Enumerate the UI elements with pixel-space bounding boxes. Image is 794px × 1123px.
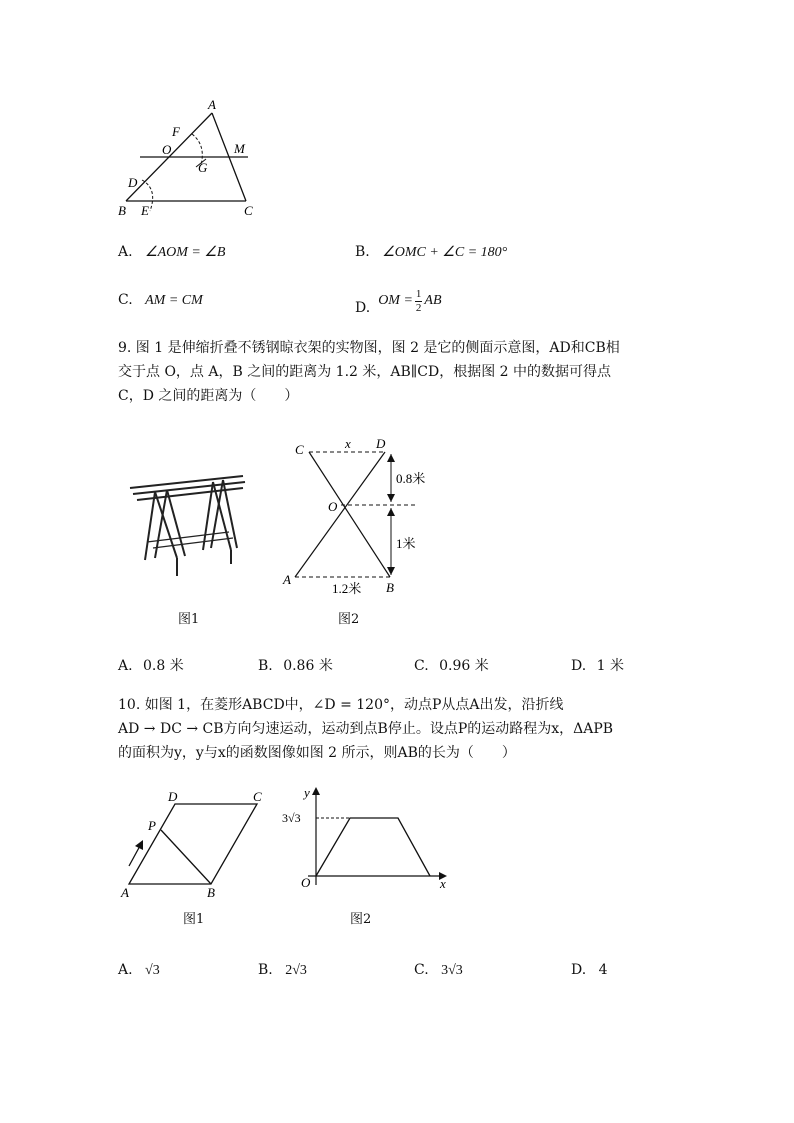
label-m: M — [234, 141, 245, 156]
segment-cb — [309, 452, 390, 577]
segment-pb — [161, 830, 211, 884]
q8-triangle-figure — [110, 95, 280, 220]
option-letter: B. — [355, 244, 370, 260]
option-text: ∠AOM = ∠B — [145, 245, 226, 260]
label-f: F — [172, 124, 180, 139]
dim-bottom-label: 1米 — [396, 536, 416, 551]
fraction-one-half — [415, 288, 423, 313]
q8-option-d[interactable] — [355, 287, 442, 315]
q8-option-c[interactable] — [118, 293, 203, 308]
q10-stem-line1: 10. 如图 1，在菱形ABCD中，∠D = 120°，动点P从点A出发，沿折线 — [118, 697, 564, 713]
option-letter: B. — [258, 962, 273, 978]
q10-fig1-rhombus — [115, 790, 280, 900]
q8-option-b[interactable] — [355, 245, 507, 260]
label-a: A — [208, 97, 216, 112]
q9-option-a[interactable] — [118, 659, 184, 673]
label-b: B — [386, 580, 394, 595]
fraction-num: 1 — [415, 288, 422, 301]
segment-ad — [295, 452, 385, 577]
dim-ab-label: 1.2米 — [332, 581, 362, 596]
origin-label: O — [301, 875, 311, 890]
q10-fig2-caption: 图2 — [350, 912, 372, 927]
option-letter: A. — [118, 962, 133, 978]
function-curve — [316, 818, 430, 876]
option-letter: C. — [414, 962, 429, 978]
rhombus-abcd — [129, 804, 257, 884]
option-letter: D. — [571, 962, 587, 978]
label-b: B — [118, 203, 126, 218]
option-letter: C. — [414, 658, 429, 674]
option-text: 0.86 米 — [283, 658, 333, 674]
q10-option-a[interactable] — [118, 963, 160, 978]
option-text: √3 — [145, 963, 160, 978]
q9-fig1-drying-rack-image — [125, 468, 250, 588]
q10-option-b[interactable] — [258, 963, 307, 978]
label-a: A — [121, 885, 129, 900]
option-letter: D. — [571, 658, 587, 674]
option-text: 0.96 米 — [439, 658, 489, 674]
label-c: C — [253, 790, 262, 804]
option-text: 1 米 — [596, 658, 624, 674]
y-axis-label: y — [304, 785, 310, 800]
option-text: 0.8 米 — [143, 658, 184, 674]
q10-fig1-caption: 图1 — [183, 912, 205, 927]
option-letter: B. — [258, 658, 273, 674]
label-p: P — [148, 818, 156, 833]
option-text-left: OM = — [378, 293, 413, 308]
label-o: O — [328, 499, 338, 514]
option-text: 4 — [598, 962, 608, 978]
x-axis-label: x — [440, 876, 446, 891]
label-o: O — [162, 142, 172, 157]
q9-option-d[interactable] — [571, 659, 624, 673]
label-a: A — [283, 572, 291, 587]
q9-stem-line2: 交于点 O，点 A，B 之间的距离为 1.2 米，AB∥CD，根据图 2 中的数据可得点 — [118, 364, 611, 380]
option-letter: D. — [355, 300, 371, 316]
q9-stem-line3: C，D 之间的距离为（ ） — [118, 388, 299, 404]
label-d: D — [168, 790, 178, 804]
option-letter: A. — [118, 658, 133, 674]
q9-stem-line1: 9. 图 1 是伸缩折叠不锈钢晾衣架的实物图，图 2 是它的侧面示意图，AD和CB相 — [118, 340, 620, 356]
q10-stem-line2: AD → DC → CB方向匀速运动，运动到点B停止。设点P的运动路程为x，ΔAPB — [118, 721, 614, 737]
option-letter: A. — [118, 244, 133, 260]
option-text: 2√3 — [285, 963, 307, 978]
fraction-den: 2 — [415, 301, 422, 314]
q10-option-c[interactable] — [414, 963, 463, 978]
label-c: C — [295, 442, 304, 457]
label-e: E — [141, 203, 149, 218]
q9-fig2-caption: 图2 — [338, 612, 360, 627]
option-text: ∠OMC + ∠C = 180° — [382, 245, 508, 260]
option-text-right: AB — [424, 293, 442, 308]
option-text: 3√3 — [441, 963, 463, 978]
dim-top-label: 0.8米 — [396, 471, 426, 486]
q9-option-c[interactable] — [414, 659, 489, 673]
q10-fig2-graph — [280, 785, 455, 895]
label-g: G — [198, 160, 208, 175]
option-letter: C. — [118, 292, 133, 308]
label-c: C — [244, 203, 253, 218]
ymax-label: 3√3 — [282, 811, 301, 825]
label-d: D — [376, 436, 386, 451]
q8-option-a[interactable] — [118, 245, 225, 260]
label-x: x — [345, 436, 351, 451]
label-b: B — [207, 885, 215, 900]
q9-fig2-schematic — [275, 432, 435, 602]
q10-option-d[interactable] — [571, 963, 608, 977]
label-d: D — [128, 175, 138, 190]
option-text: AM = CM — [145, 293, 203, 308]
q9-fig1-caption: 图1 — [178, 612, 200, 627]
q9-option-b[interactable] — [258, 659, 333, 673]
q10-stem-line3: 的面积为y，y与x的函数图像如图 2 所示，则AB的长为（ ） — [118, 745, 516, 761]
